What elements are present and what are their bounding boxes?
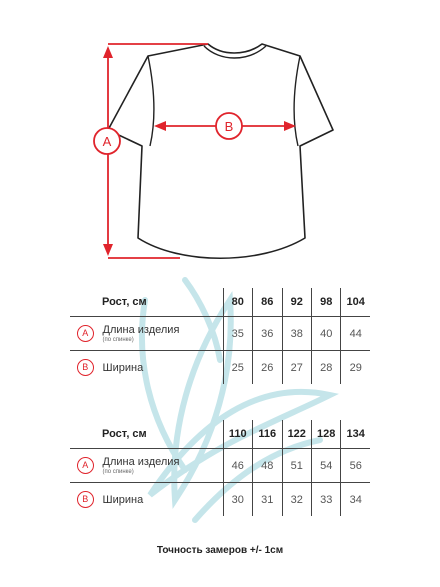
size-cell: 98 — [311, 288, 340, 317]
size-cell: 80 — [223, 288, 252, 317]
value-cell: 31 — [253, 483, 282, 517]
value-cell: 46 — [223, 449, 252, 483]
size-cell: 86 — [253, 288, 282, 317]
size-cell: 122 — [282, 420, 311, 449]
table-header-row — [70, 288, 370, 317]
size-cell: 116 — [253, 420, 282, 449]
table-header-row — [70, 420, 370, 449]
measurement-accuracy-note: Точность замеров +/- 1см — [156, 545, 284, 556]
value-cell: 28 — [311, 351, 340, 385]
value-cell: 25 — [223, 351, 252, 385]
value-cell: 30 — [223, 483, 252, 517]
table-row — [70, 351, 370, 385]
badge-b-icon: B — [77, 491, 94, 508]
size-cell: 134 — [341, 420, 370, 449]
size-cell: 92 — [282, 288, 311, 317]
value-cell: 26 — [253, 351, 282, 385]
size-cell: 104 — [341, 288, 370, 317]
measure-a-arrow — [103, 44, 208, 258]
height-header-label: Рост, см — [102, 296, 147, 308]
value-cell: 29 — [341, 351, 370, 385]
value-cell: 54 — [311, 449, 340, 483]
value-cell: 27 — [282, 351, 311, 385]
value-cell: 40 — [311, 317, 340, 351]
row-label-main: Длина изделия — [102, 456, 180, 468]
value-cell: 38 — [282, 317, 311, 351]
height-header-label: Рост, см — [102, 428, 147, 440]
table-row — [70, 449, 370, 483]
value-cell: 56 — [341, 449, 370, 483]
value-cell: 35 — [223, 317, 252, 351]
label-b: B — [224, 119, 234, 134]
row-label-main: Длина изделия — [102, 324, 180, 336]
row-label-sub: (по спинке) — [102, 469, 134, 475]
value-cell: 32 — [282, 483, 311, 517]
badge-a-icon: A — [77, 457, 94, 474]
row-label — [101, 449, 224, 483]
value-cell: 48 — [253, 449, 282, 483]
value-cell: 33 — [311, 483, 340, 517]
row-label — [101, 351, 224, 385]
badge-b-icon: B — [77, 359, 94, 376]
value-cell: 34 — [341, 483, 370, 517]
size-table-1 — [70, 288, 370, 384]
row-label-main: Ширина — [102, 493, 144, 506]
row-label — [101, 483, 224, 517]
row-label-sub: (по спинке) — [102, 337, 134, 343]
row-label — [101, 317, 224, 351]
value-cell: 51 — [282, 449, 311, 483]
value-cell: 36 — [253, 317, 282, 351]
row-label-main: Ширина — [102, 361, 144, 374]
badge-a-icon: A — [77, 325, 94, 342]
size-table-2 — [70, 420, 370, 516]
table-row — [70, 483, 370, 517]
size-cell: 128 — [311, 420, 340, 449]
tshirt-outline — [108, 44, 333, 258]
value-cell: 44 — [341, 317, 370, 351]
label-a: A — [102, 134, 112, 149]
size-cell: 110 — [223, 420, 252, 449]
table-row — [70, 317, 370, 351]
